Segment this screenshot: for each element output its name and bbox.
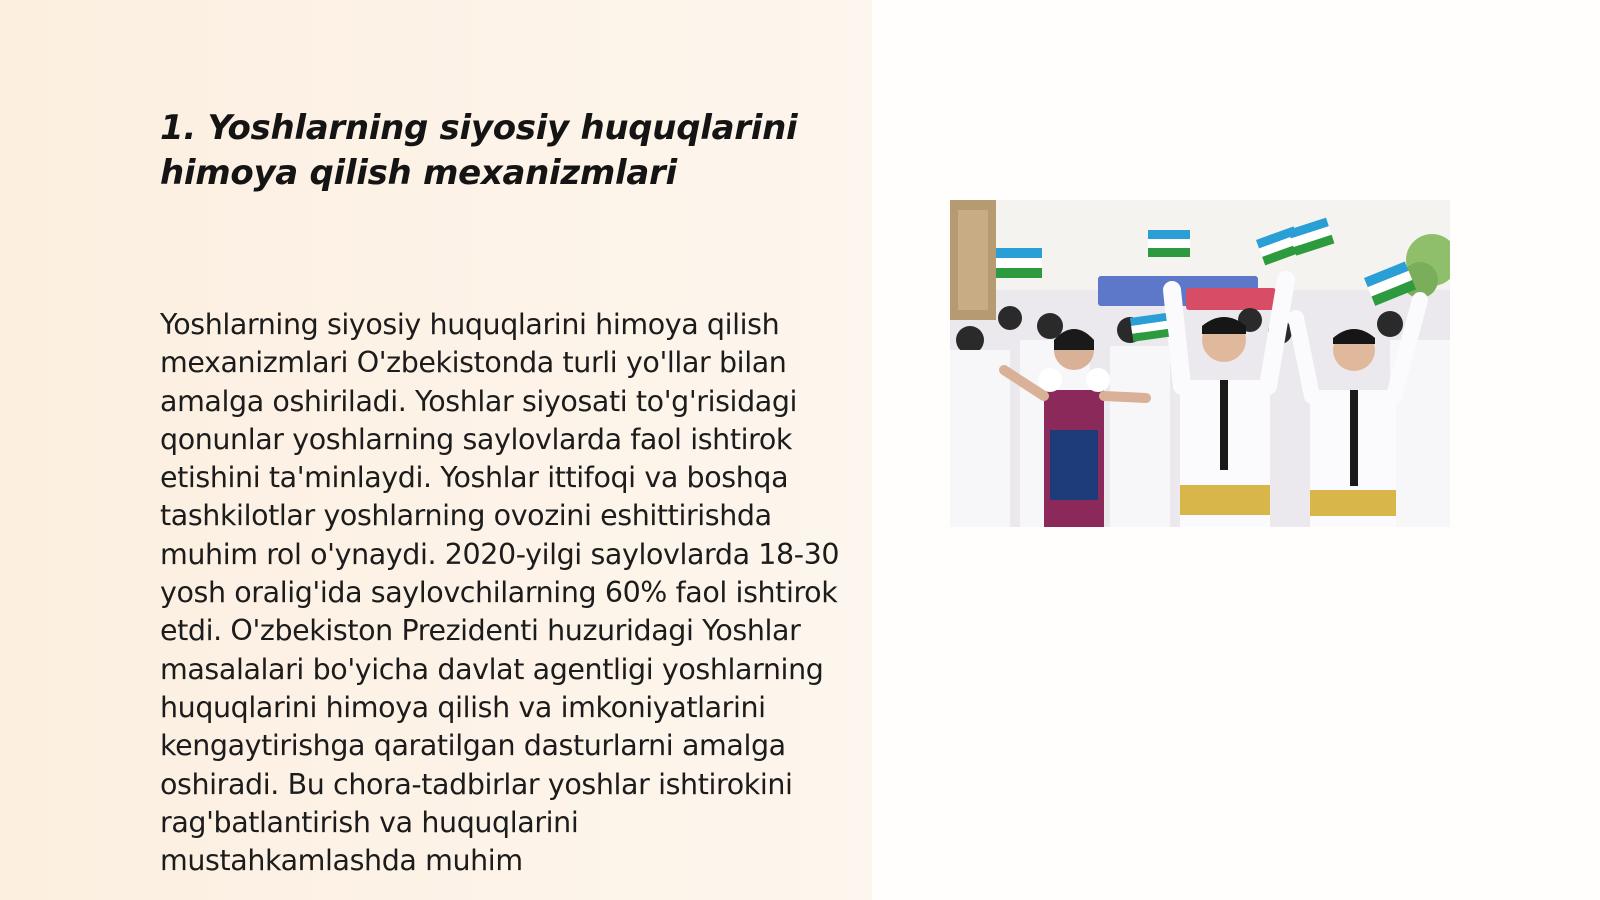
slide-body-text: Yoshlarning siyosiy huquqlarini himoya qilish mexanizmlari O'zbekistonda turli yo'llar bilan amalga oshiriladi. Yoshlar siyosati to'g'risidagi qonunlar yoshlarning saylovlarda faol ishtirok etishini ta'minlaydi. Yoshlar ittifoqi va boshqa tashkilotlar yoshlarning ovozini eshittirishda muhim rol o'ynaydi. 2020-yilgi saylovlarda 18-30 yosh oralig'ida saylovchilarning 60% faol ishtirok etdi. O'zbekiston Prezidenti huzuridagi Yoshlar masalalari bo'yicha davlat agentligi yoshlarning huquqlarini himoya qilish va imkoniyatlarini kengaytirishga qaratilgan dasturlarni amalga oshiradi. Bu chora-tadbirlar yoshlar ishtirokini rag'batlantirish va huquqlarini mustahkamlashda muhim xyxy=(160,308,840,878)
youth-celebration-photo xyxy=(950,200,1450,527)
slide-title: 1. Yoshlarning siyosiy huquqlarini himoya qilish mexanizmlari xyxy=(160,108,798,193)
photo-illustration xyxy=(950,200,1450,527)
